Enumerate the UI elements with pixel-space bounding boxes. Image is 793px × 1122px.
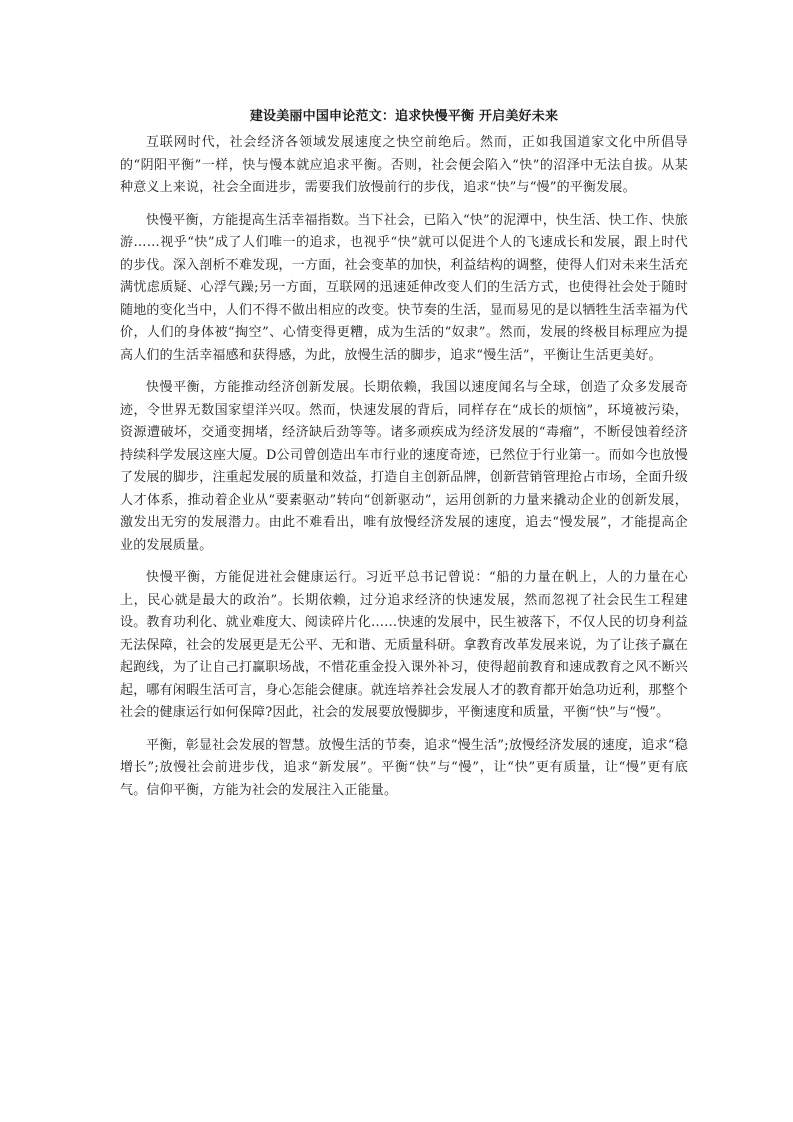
paragraph: 快慢平衡，方能推动经济创新发展。长期依赖，我国以速度闻名与全球，创造了众多发展奇迹，令世界无数国家望洋兴叹。然而，快速发展的背后，同样存在“成长的烦恼”，环境被污染，资源遭破坏，交通变拥堵，经济缺后劲等等。诸多顽疾成为经济发展的“毒瘤”，不断侵蚀着经济持续科学发展这座大厦。D公司曾创造出车市行业的速度奇迹，已然位于行业第一。而如今也放慢了发展的脚步，注重起发展的质量和效益，打造自主创新品牌，创新营销管理抢占市场，全面升级人才体系，推动着企业从“要素驱动”转向“创新驱动”，运用创新的力量来撬动企业的创新发展，激发出无穷的发展潜力。由此不难看出，唯有放慢经济发展的速度，追去“慢发展”，才能提高企业的发展质量。 [120,380,688,553]
paragraph: 平衡，彰显社会发展的智慧。放慢生活的节奏，追求“慢生活”;放慢经济发展的速度，追求“稳增长”;放慢社会前进步伐，追求“新发展”。平衡“快”与“慢”，让“快”更有质量，让“慢”更有底气。信仰平衡，方能为社会的发展注入正能量。 [120,737,688,798]
document-title: 建设美丽中国申论范文：追求快慢平衡 开启美好未来 [249,109,559,124]
paragraph: 快慢平衡，方能提高生活幸福指数。当下社会，已陷入“快”的泥潭中，快生活、快工作、快旅游……视乎“快”成了人们唯一的追求，也视乎“快”就可以促进个人的飞速成长和发展，跟上时代的步伐。深入剖析不难发现，一方面，社会变革的加快，利益结构的调整，使得人们对未来生活充满忧虑质疑、心浮气躁;另一方面，互联网的迅速延伸改变人们的生活方式，也使得社会处于随时随地的变化当中，人们不得不做出相应的改变。快节奏的生活，显而易见的是以牺牲生活幸福为代价，人们的身体被“掏空”、心情变得更糟，成为生活的“奴隶”。然而，发展的终极目标理应为提高人们的生活幸福感和获得感，为此，放慢生活的脚步，追求“慢生活”，平衡让生活更美好。 [120,212,688,363]
paragraph: 快慢平衡，方能促进社会健康运行。习近平总书记曾说：“船的力量在帆上，人的力量在心上，民心就是最大的政治”。长期依赖，过分追求经济的快速发展，然而忽视了社会民生工程建设。教育功利化、就业难度大、阅读碎片化……快速的发展中，民生被落下，不仅人民的切身利益无法保障，社会的发展更是无公平、无和谐、无质量科研。拿教育改革发展来说，为了让孩子赢在起跑线，为了让自己打赢职场战，不惜花重金投入课外补习，使得超前教育和速成教育之风不断兴起，哪有闲暇生活可言，身心怎能会健康。就连培养社会发展人才的教育都开始急功近利，那整个社会的健康运行如何保障?因此，社会的发展要放慢脚步，平衡速度和质量，平衡“快”与“慢”。 [120,570,688,720]
document-page [120,108,688,812]
paragraph: 互联网时代，社会经济各领域发展速度之快空前绝后。然而，正如我国道家文化中所倡导的“阴阳平衡”一样，快与慢本就应追求平衡。否则，社会便会陷入“快”的沼泽中无法自拔。从某种意义上来说，社会全面进步，需要我们放慢前行的步伐，追求“快”与“慢”的平衡发展。 [120,135,688,195]
